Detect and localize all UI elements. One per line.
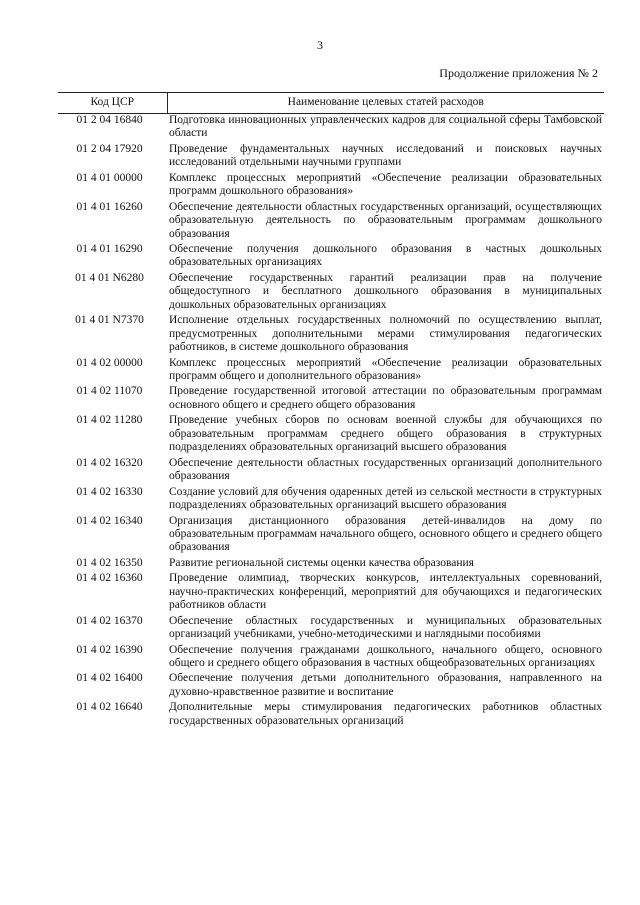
table-row — [58, 486, 604, 515]
table-row — [58, 172, 604, 201]
row-code: 01 4 02 11070 — [76, 385, 143, 398]
row-name: Обеспечение областных государственных и муниципальных образовательных организаций учебниками, учебно-методическими и наглядными пособиями — [169, 614, 602, 641]
row-code: 01 4 02 16370 — [76, 614, 143, 627]
row-name: Проведение учебных сборов по основам военной службы для обучающихся по образовательным программам среднего общего образования в структурных подразделениях образовательных организаций высшего образования — [169, 414, 602, 454]
row-code: 01 4 02 16320 — [76, 456, 143, 469]
row-name: Развитие региональной системы оценки качества образования — [169, 556, 474, 569]
continuation-note: Продолжение приложения № 2 — [439, 66, 598, 80]
row-name: Организация дистанционного образования детей-инвалидов на дому по образовательным программам начального общего, основного общего и среднего общего образования — [169, 514, 602, 554]
row-code: 01 4 02 16640 — [76, 701, 143, 714]
row-code: 01 4 02 16400 — [76, 672, 143, 685]
table-header-row — [58, 93, 604, 114]
row-name: Проведение государственной итоговой аттестации по образовательным программам основного общего и среднего общего образования — [169, 385, 602, 411]
row-name: Подготовка инновационных управленческих кадров для социальной сферы Тамбовской области — [169, 114, 602, 140]
table-row — [58, 572, 604, 614]
row-name: Обеспечение получения гражданами дошкольного, начального общего, основного общего и среднего общего образования в частных общеобразовательных организациях — [169, 643, 602, 669]
row-name: Проведение олимпиад, творческих конкурсов, интеллектуальных соревнований, научно-практических конференций, мероприятий для обучающихся и педагогических работников области — [169, 572, 602, 612]
row-name: Обеспечение получения дошкольного образования в частных дошкольных образовательных организациях — [169, 243, 602, 269]
table-row — [58, 201, 604, 243]
row-code: 01 4 01 N6280 — [75, 271, 144, 284]
table-row — [58, 414, 604, 456]
row-name: Комплекс процессных мероприятий «Обеспечение реализации образовательных программ дошкольного образования» — [169, 171, 602, 198]
row-code: 01 4 01 16290 — [76, 243, 143, 256]
page-number: 3 — [317, 38, 323, 52]
row-code: 01 4 02 16330 — [76, 485, 143, 498]
row-name: Обеспечение деятельности областных государственных организаций, осуществляющих образовательную деятельность по образовательным программам дошкольного образования — [169, 200, 602, 240]
header-name: Наименование целевых статей расходов — [167, 93, 604, 114]
table-row — [58, 701, 604, 730]
table-row — [58, 557, 604, 573]
row-name: Комплекс процессных мероприятий «Обеспечение реализации образовательных программ общего и дополнительного образования» — [169, 356, 602, 382]
row-code: 01 4 02 00000 — [76, 356, 143, 369]
row-code: 01 4 02 11280 — [76, 414, 143, 427]
row-code: 01 4 01 16260 — [76, 200, 143, 213]
row-code: 01 4 02 16340 — [76, 514, 143, 527]
row-code: 01 2 04 16840 — [76, 114, 143, 126]
row-name: Обеспечение получения детьми дополнительного образования, направленного на духовно-нравственное развитие и воспитание — [169, 672, 602, 698]
table-row — [58, 314, 604, 356]
row-name: Обеспечение государственных гарантий реализации прав на получение общедоступного и бесплатного дошкольного образования в муниципальных дошкольных образовательных организациях — [169, 271, 602, 311]
table-body — [58, 114, 604, 731]
table-row — [58, 357, 604, 386]
table-row — [58, 143, 604, 172]
table-row — [58, 457, 604, 486]
row-code: 01 2 04 17920 — [76, 142, 143, 155]
table-row — [58, 515, 604, 557]
row-name: Исполнение отдельных государственных полномочий по осуществлению выплат, предусмотренных дополнительными мерами стимулирования педагогических работников, в системе дошкольного образования — [169, 314, 602, 354]
row-code: 01 4 02 16390 — [76, 643, 143, 656]
row-name: Проведение фундаментальных научных исследований и поисковых научных исследований отдельными научными группами — [169, 142, 602, 169]
table-row — [58, 243, 604, 272]
row-code: 01 4 02 16350 — [76, 556, 143, 569]
row-name: Дополнительные меры стимулирования педагогических работников областных государственных образовательных организаций — [169, 701, 602, 727]
table-row — [58, 615, 604, 644]
target-articles-table — [58, 92, 604, 730]
row-code: 01 4 01 00000 — [76, 171, 143, 184]
row-code: 01 4 01 N7370 — [75, 314, 144, 327]
table-row — [58, 114, 604, 143]
row-name: Обеспечение деятельности областных государственных организаций дополнительного образования — [169, 456, 602, 483]
header-code: Код ЦСР — [58, 93, 167, 114]
table-row — [58, 385, 604, 414]
table-row — [58, 644, 604, 673]
table-row — [58, 272, 604, 314]
table-row — [58, 672, 604, 701]
row-code: 01 4 02 16360 — [76, 572, 143, 585]
row-name: Создание условий для обучения одаренных детей из сельской местности в структурных подразделениях образовательных организаций высшего образования — [169, 485, 602, 511]
